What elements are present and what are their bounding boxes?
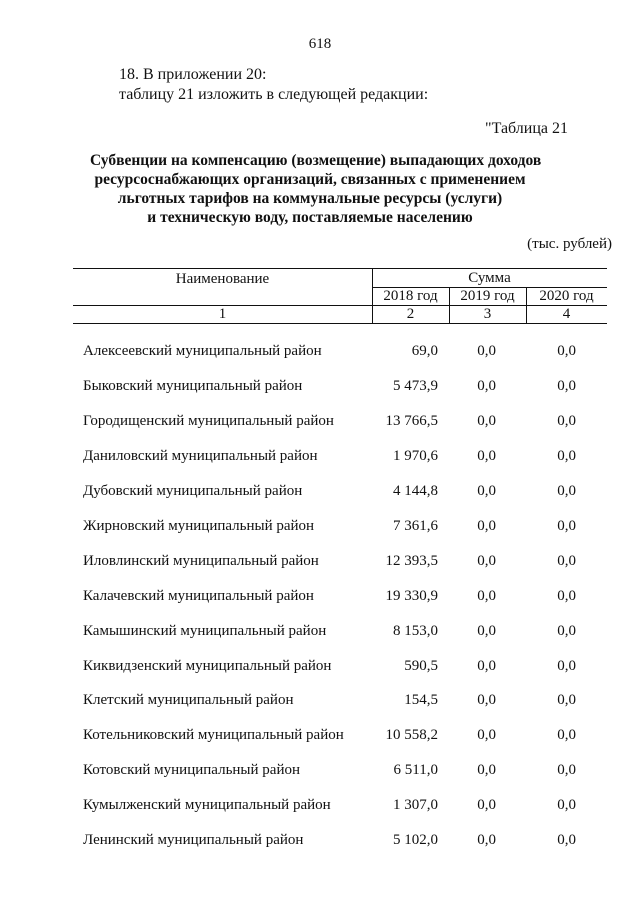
value-2018: 7 361,6 (393, 518, 438, 534)
value-2019: 0,0 (477, 727, 496, 743)
table-row (0, 483, 640, 503)
value-2018: 1 970,6 (393, 448, 438, 464)
district-name: Алексеевский муниципальный район (83, 343, 322, 359)
table-row (0, 378, 640, 398)
header-name: Наименование (175, 271, 270, 287)
value-2020: 0,0 (557, 343, 576, 359)
value-2020: 0,0 (557, 518, 576, 534)
table-title (90, 151, 542, 227)
value-2020: 0,0 (557, 448, 576, 464)
table-row (0, 518, 640, 538)
value-2019: 0,0 (477, 483, 496, 499)
header-col-number: 1 (218, 306, 227, 322)
value-2018: 590,5 (404, 658, 438, 674)
value-2019: 0,0 (477, 762, 496, 778)
district-name: Дубовский муниципальный район (83, 483, 303, 499)
header-year-2019: 2019 год (460, 288, 515, 304)
table-row (0, 762, 640, 782)
header-top-rule (73, 268, 607, 269)
value-2018: 1 307,0 (393, 797, 438, 813)
table-row (0, 727, 640, 747)
value-2019: 0,0 (477, 518, 496, 534)
value-2019: 0,0 (477, 797, 496, 813)
district-name: Ленинский муниципальный район (83, 832, 304, 848)
intro-instruction: таблицу 21 изложить в следующей редакции: (119, 86, 429, 103)
table-row (0, 797, 640, 817)
value-2019: 0,0 (477, 692, 496, 708)
district-name: Даниловский муниципальный район (83, 448, 318, 464)
value-2020: 0,0 (557, 727, 576, 743)
header-year-2020: 2020 год (539, 288, 594, 304)
value-2020: 0,0 (557, 378, 576, 394)
value-2018: 12 393,5 (385, 553, 438, 569)
header-col-number: 3 (483, 306, 492, 322)
value-2020: 0,0 (557, 588, 576, 604)
value-2020: 0,0 (557, 762, 576, 778)
value-2020: 0,0 (557, 413, 576, 429)
table-row (0, 448, 640, 468)
title-line: ресурсоснабжающих организаций, связанных с применением (94, 171, 526, 188)
district-name: Котовский муниципальный район (83, 762, 301, 778)
value-2020: 0,0 (557, 553, 576, 569)
table-row (0, 553, 640, 573)
value-2019: 0,0 (477, 658, 496, 674)
value-2020: 0,0 (557, 797, 576, 813)
value-2018: 13 766,5 (385, 413, 438, 429)
district-name: Калачевский муниципальный район (83, 588, 314, 604)
header-sum: Сумма (468, 270, 511, 286)
table-row (0, 413, 640, 433)
district-name: Жирновский муниципальный район (83, 518, 315, 534)
district-name: Камышинский муниципальный район (83, 623, 327, 639)
table-label: "Таблица 21 (485, 120, 568, 137)
table-row (0, 588, 640, 608)
district-name: Кумылженский муниципальный район (83, 797, 331, 813)
value-2020: 0,0 (557, 832, 576, 848)
district-name: Городищенский муниципальный район (83, 413, 334, 429)
table-row (0, 623, 640, 643)
value-2019: 0,0 (477, 343, 496, 359)
table-row (0, 832, 640, 852)
intro-item-number: 18. В приложении 20: (119, 66, 267, 83)
header-col-number: 2 (406, 306, 415, 322)
value-2019: 0,0 (477, 378, 496, 394)
value-2018: 69,0 (411, 343, 438, 359)
title-line: Субвенции на компенсацию (возмещение) выпадающих доходов (90, 152, 542, 169)
value-2018: 5 102,0 (393, 832, 438, 848)
value-2018: 5 473,9 (393, 378, 438, 394)
value-2019: 0,0 (477, 588, 496, 604)
district-name: Иловлинский муниципальный район (83, 553, 319, 569)
table-row (0, 658, 640, 678)
district-name: Котельниковский муниципальный район (83, 727, 344, 743)
value-2018: 154,5 (404, 692, 438, 708)
value-2018: 4 144,8 (393, 483, 438, 499)
district-name: Клетский муниципальный район (83, 692, 294, 708)
units-note: (тыс. рублей) (527, 236, 612, 252)
title-line: льготных тарифов на коммунальные ресурсы (услуги) (117, 190, 503, 207)
header-bottom-rule (73, 323, 607, 324)
district-name: Киквидзенский муниципальный район (83, 658, 332, 674)
value-2020: 0,0 (557, 692, 576, 708)
title-line: и техническую воду, поставляемые населению (147, 209, 473, 226)
header-year-2018: 2018 год (383, 288, 438, 304)
value-2018: 19 330,9 (385, 588, 438, 604)
table-row (0, 343, 640, 363)
value-2019: 0,0 (477, 623, 496, 639)
value-2019: 0,0 (477, 448, 496, 464)
value-2019: 0,0 (477, 553, 496, 569)
value-2020: 0,0 (557, 658, 576, 674)
value-2018: 8 153,0 (393, 623, 438, 639)
value-2020: 0,0 (557, 623, 576, 639)
value-2018: 10 558,2 (385, 727, 438, 743)
page-number: 618 (308, 36, 332, 52)
value-2019: 0,0 (477, 413, 496, 429)
header-col-number: 4 (562, 306, 571, 322)
value-2018: 6 511,0 (393, 762, 438, 778)
value-2019: 0,0 (477, 832, 496, 848)
district-name: Быковский муниципальный район (83, 378, 303, 394)
table-row (0, 692, 640, 712)
value-2020: 0,0 (557, 483, 576, 499)
